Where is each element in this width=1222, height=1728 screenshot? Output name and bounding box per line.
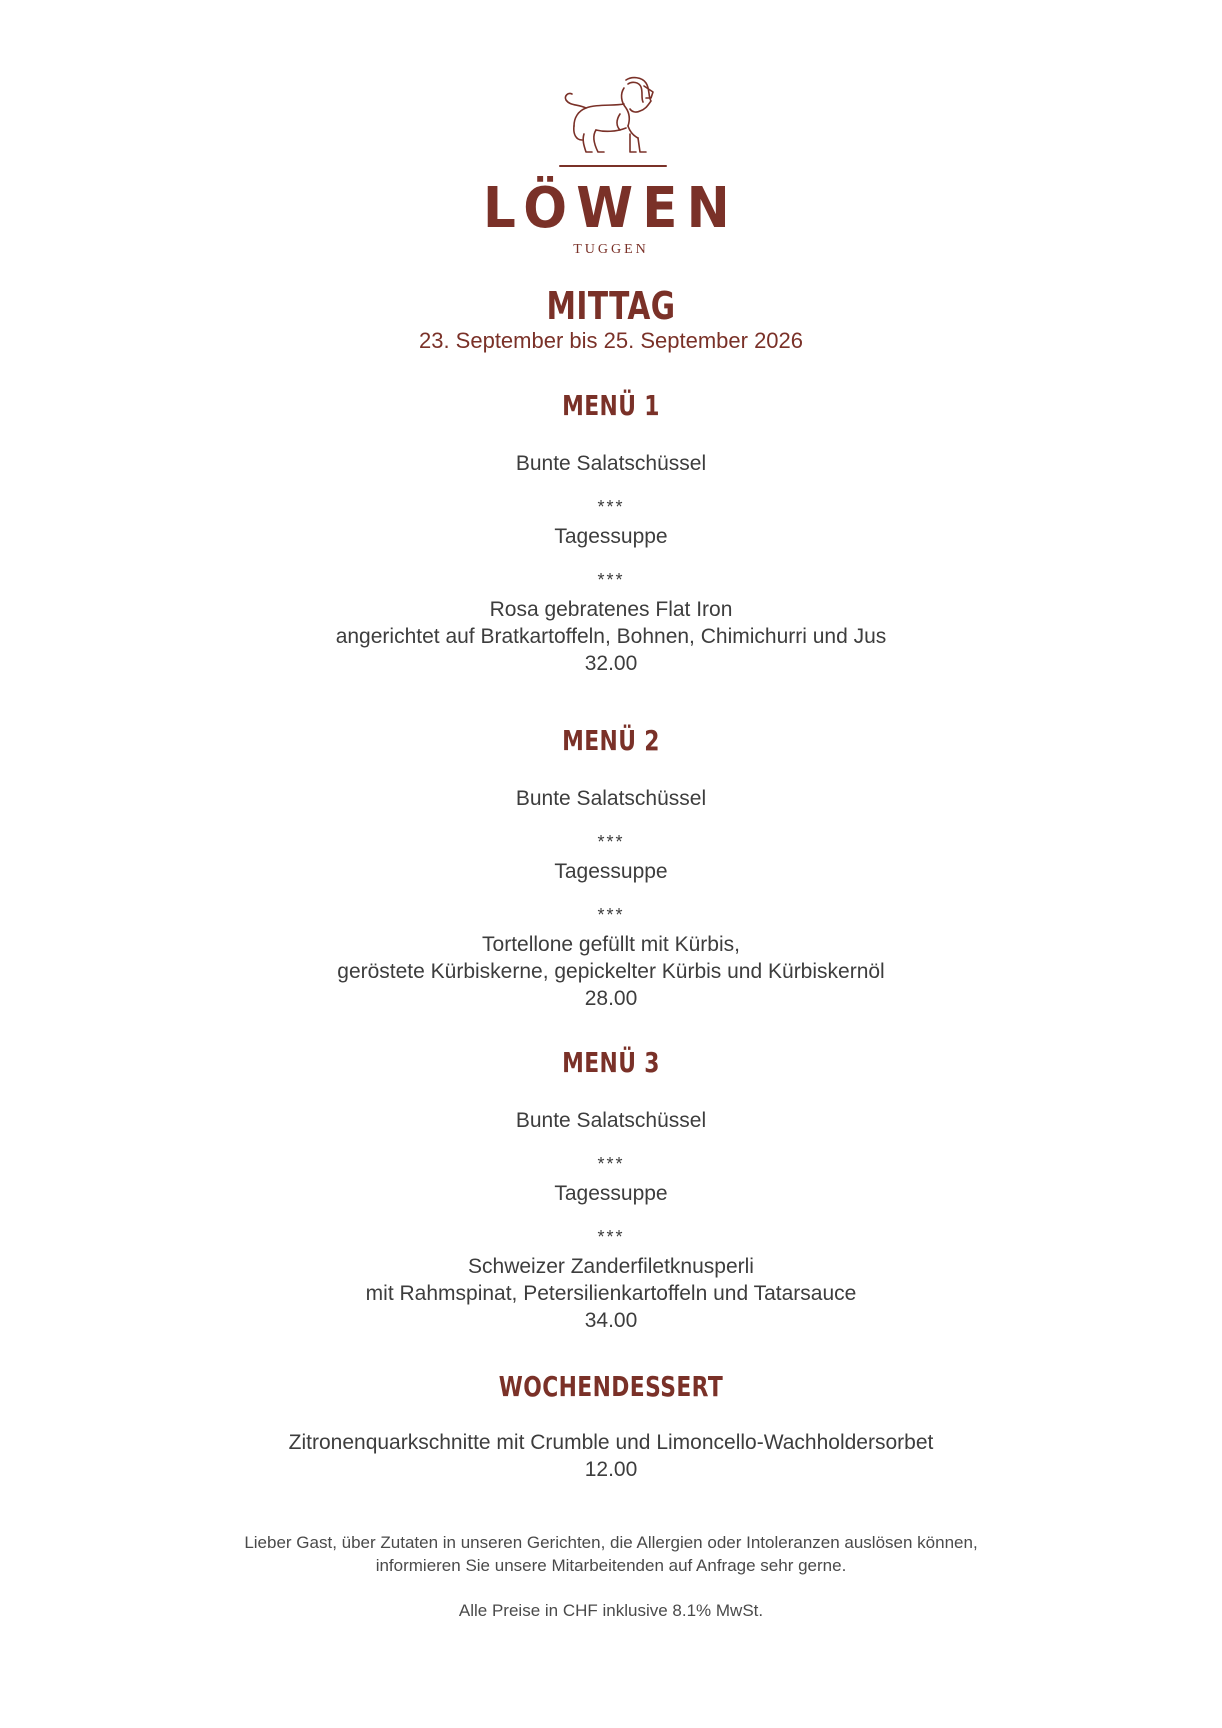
menu-1-main-line1: Rosa gebratenes Flat Iron xyxy=(489,598,733,621)
menu-1-price: 32.00 xyxy=(584,652,638,675)
menu-3-price: 34.00 xyxy=(584,1309,638,1332)
menu-1-starter: Bunte Salatschüssel xyxy=(515,452,707,475)
brand-location: TUGGEN xyxy=(573,242,649,257)
menu-3-main-line2: mit Rahmspinat, Petersilienkartoffeln und Tatarsauce xyxy=(365,1282,857,1305)
date-range: 23. September bis 25. September 2026 xyxy=(418,328,804,353)
lion-icon xyxy=(556,74,668,170)
menu-3-main-line1: Schweizer Zanderfiletknusperli xyxy=(468,1255,754,1278)
brand-name: LÖWEN xyxy=(483,176,739,241)
menu-2-main-line2: geröstete Kürbiskerne, gepickelter Kürbis und Kürbiskernöl xyxy=(337,960,885,983)
menu-3-separator-2: *** xyxy=(597,1227,625,1247)
menu-1-separator-1: *** xyxy=(597,497,625,517)
menu-2-separator-1: *** xyxy=(597,832,625,852)
dessert-price: 12.00 xyxy=(584,1458,638,1481)
menu-3-separator-1: *** xyxy=(597,1154,625,1174)
menu-2-starter: Bunte Salatschüssel xyxy=(515,787,707,810)
menu-1-heading: MENÜ 1 xyxy=(562,389,660,422)
menu-3-starter: Bunte Salatschüssel xyxy=(515,1109,707,1132)
menu-3-soup: Tagessuppe xyxy=(554,1182,668,1205)
dessert-heading: WOCHENDESSERT xyxy=(498,1370,724,1403)
menu-1-separator-2: *** xyxy=(597,570,625,590)
menu-2-heading: MENÜ 2 xyxy=(562,724,660,757)
dessert-item: Zitronenquarkschnitte mit Crumble und Limoncello-Wachholdersorbet xyxy=(288,1431,934,1454)
page-title: MITTAG xyxy=(546,284,676,328)
menu-1-main-line2: angerichtet auf Bratkartoffeln, Bohnen, Chimichurri und Jus xyxy=(335,625,887,648)
allergy-note-line2: informieren Sie unsere Mitarbeitenden auf Anfrage sehr gerne. xyxy=(375,1556,847,1575)
menu-2-main-line1: Tortellone gefüllt mit Kürbis, xyxy=(482,933,740,956)
menu-2-soup: Tagessuppe xyxy=(554,860,668,883)
price-note: Alle Preise in CHF inklusive 8.1% MwSt. xyxy=(458,1601,764,1620)
allergy-note-line1: Lieber Gast, über Zutaten in unseren Gerichten, die Allergien oder Intoleranzen auslösen können, xyxy=(244,1533,978,1552)
menu-3-heading: MENÜ 3 xyxy=(562,1046,660,1079)
menu-1-soup: Tagessuppe xyxy=(554,525,668,548)
menu-2-separator-2: *** xyxy=(597,905,625,925)
menu-2-price: 28.00 xyxy=(584,987,638,1010)
